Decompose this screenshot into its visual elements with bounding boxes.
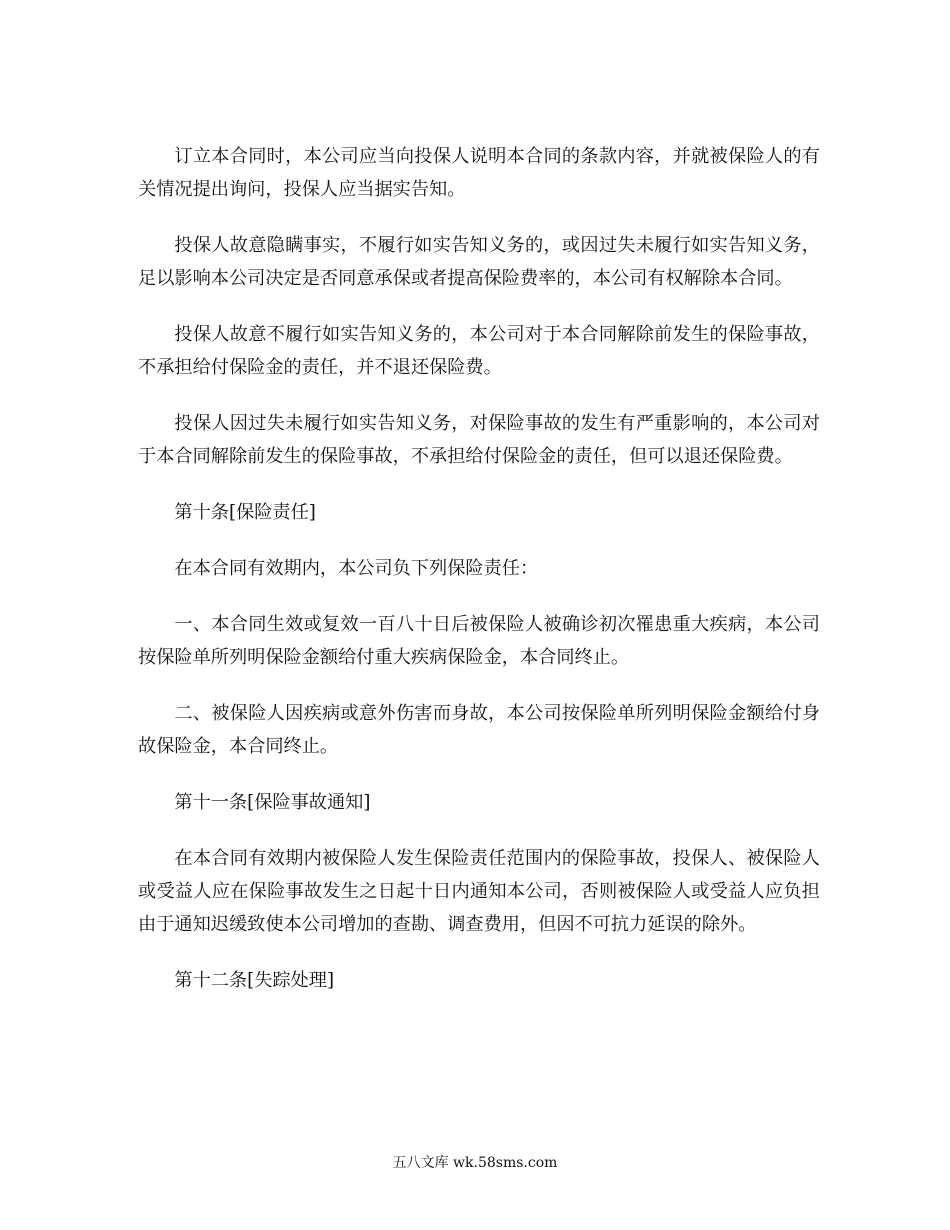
paragraph-intentional-nondisclosure: 投保人故意不履行如实告知义务的，本公司对于本合同解除前发生的保险事故，不承担给付保险金的责任，并不退还保险费。	[138, 324, 820, 378]
page-footer-watermark: 五八文库 wk.58sms.com	[392, 1155, 558, 1171]
article-10-heading: 第十条[保险责任]	[174, 502, 316, 523]
paragraph-accident-notification: 在本合同有效期内被保险人发生保险责任范围内的保险事故，投保人、被保险人或受益人应在保险事故发生之日起十日内通知本公司，否则被保险人或受益人应负担由于通知迟缓致使本公司增加的查勘、调查费用，但因不可抗力延误的除外。	[138, 848, 820, 935]
paragraph-critical-illness-benefit: 一、本合同生效或复效一百八十日后被保险人被确诊初次罹患重大疾病，本公司按保险单所列明保险金额给付重大疾病保险金，本合同终止。	[138, 614, 820, 668]
paragraph-negligent-nondisclosure: 投保人因过失未履行如实告知义务，对保险事故的发生有严重影响的，本公司对于本合同解除前发生的保险事故，不承担给付保险金的责任，但可以退还保险费。	[138, 413, 820, 467]
paragraph-coverage-intro: 在本合同有效期内，本公司负下列保险责任：	[174, 558, 539, 579]
article-11-heading: 第十一条[保险事故通知]	[174, 792, 371, 813]
paragraph-disclosure-obligation: 订立本合同时，本公司应当向投保人说明本合同的条款内容，并就被保险人的有关情况提出询问，投保人应当据实告知。	[138, 146, 820, 200]
document-body	[138, 140, 820, 1020]
article-12-heading: 第十二条[失踪处理]	[174, 970, 335, 991]
paragraph-death-benefit: 二、被保险人因疾病或意外伤害而身故，本公司按保险单所列明保险金额给付身故保险金，本合同终止。	[138, 703, 820, 757]
paragraph-concealment-termination: 投保人故意隐瞒事实，不履行如实告知义务的，或因过失未履行如实告知义务，足以影响本公司决定是否同意承保或者提高保险费率的，本公司有权解除本合同。	[138, 235, 820, 289]
